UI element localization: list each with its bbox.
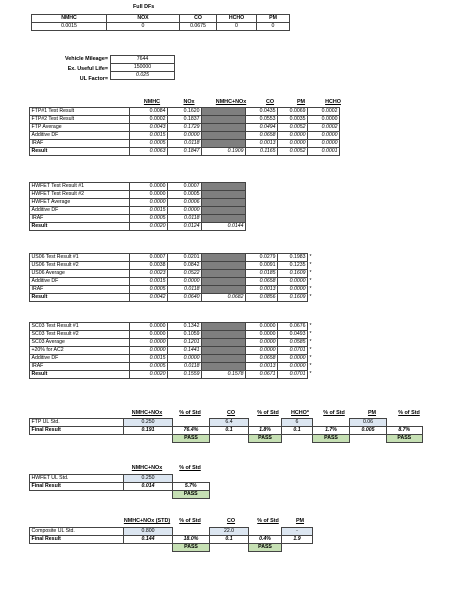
cell: 0.0000 (130, 331, 168, 339)
table-row (30, 148, 340, 156)
cell: 0.0005 (130, 215, 168, 223)
cell: 5.7% (173, 483, 210, 491)
cell: 0.0000 (168, 355, 202, 363)
asterisk: * (309, 262, 312, 269)
table-row (30, 491, 210, 499)
cell: 0.0063 (130, 148, 168, 156)
cell (387, 419, 423, 427)
cell (202, 124, 246, 132)
cell: 8.7% (387, 427, 423, 435)
cell (202, 215, 246, 223)
cell: 0.0000 (246, 323, 278, 331)
cell (202, 140, 246, 148)
table-row (30, 371, 318, 379)
hwfet-sum-hdr: NMHC+NOx (131, 465, 163, 471)
asterisk: * (309, 254, 312, 261)
cell: 0.0856 (246, 294, 278, 302)
row-label: Result (30, 294, 130, 302)
cell: 0.0023 (130, 270, 168, 278)
cell: 0.0069 (278, 108, 308, 116)
cell: 0.0084 (130, 108, 168, 116)
cell: 0.014 (124, 483, 173, 491)
row-label: Additive DF (30, 207, 130, 215)
vehicle-table (110, 55, 175, 80)
row-label: Additive DF (30, 278, 130, 286)
pass-badge: PASS (173, 435, 210, 443)
cell: 0.0675 (180, 23, 217, 31)
cell: 0.1578 (202, 371, 246, 379)
cell: 0.0091 (246, 262, 278, 270)
cell: 1.8% (249, 427, 282, 435)
hwfet-summary-table (29, 474, 210, 499)
ftp-sum-hdr: % of Std (323, 410, 345, 416)
cell: 0.06 (350, 419, 387, 427)
cell (173, 528, 210, 536)
row-label: IRAF (30, 286, 130, 294)
cell: 0.0002 (308, 124, 340, 132)
sc03-table (29, 322, 318, 379)
cell: 0.0000 (246, 339, 278, 347)
asterisk: * (309, 286, 312, 293)
comp-sum-hdr: CO (226, 518, 236, 524)
cell: 0.1729 (168, 124, 202, 132)
cell: 0.0020 (130, 223, 168, 231)
cell: 0.1235 (278, 262, 308, 270)
col-header: NMHC (32, 15, 107, 23)
asterisk: * (309, 371, 312, 378)
cell: 0.0842 (168, 262, 202, 270)
cell: 0.0052 (278, 124, 308, 132)
table-row (30, 427, 423, 435)
table-row (30, 339, 318, 347)
cell: 0.0000 (168, 207, 202, 215)
pass-badge: PASS (173, 491, 210, 499)
cell: 0.0185 (246, 270, 278, 278)
cell: 0.0005 (130, 363, 168, 371)
table-row (30, 294, 318, 302)
cell: 22.0 (210, 528, 249, 536)
cell: 6 (282, 419, 313, 427)
hdr-nox: NOx (183, 99, 195, 105)
cell: 0.0013 (246, 286, 278, 294)
cell: 0.0124 (168, 223, 202, 231)
asterisk: * (309, 278, 312, 285)
ftp-sum-hdr: CO (226, 410, 236, 416)
row-label: SC03 Test Result #2 (30, 331, 130, 339)
cell: 0.250 (124, 419, 173, 427)
table-row (30, 223, 246, 231)
cell: 0.0000 (130, 191, 168, 199)
cell: 76.4% (173, 427, 210, 435)
row-label: US06 Average (30, 270, 130, 278)
table-row (30, 419, 423, 427)
pass-badge: PASS (173, 544, 210, 552)
full-dfs-table (31, 14, 290, 31)
cell (202, 363, 246, 371)
ftp-table (29, 107, 340, 156)
row-label: Final Result (30, 427, 124, 435)
table-row (30, 207, 246, 215)
cell: 0.0000 (130, 323, 168, 331)
cell: 0.0201 (168, 254, 202, 262)
table-row (30, 132, 340, 140)
ftp-sum-hdr: NMHC+NOx (131, 410, 163, 416)
cell: 0.0013 (246, 140, 278, 148)
cell (202, 262, 246, 270)
row-label: Additive DF (30, 355, 130, 363)
cell: 0.0701 (278, 371, 308, 379)
table-row (30, 191, 246, 199)
cell: 0.0000 (278, 355, 308, 363)
cell: 0.0020 (130, 371, 168, 379)
cell: 0.0701 (278, 347, 308, 355)
cell: 0.0000 (278, 278, 308, 286)
table-row (30, 331, 318, 339)
cell: 0.1847 (168, 148, 202, 156)
comp-sum-hdr: % of Std (179, 518, 201, 524)
mileage-value: 7644 (111, 56, 175, 64)
ul-factor-value: 0.025 (111, 72, 175, 80)
cell: 0.0000 (130, 183, 168, 191)
table-row (30, 323, 318, 331)
cell: 6.4 (210, 419, 249, 427)
cell (202, 116, 246, 124)
us06-table (29, 253, 318, 302)
cell: 0.0118 (168, 140, 202, 148)
row-label: HWFET Test Result #2 (30, 191, 130, 199)
row-label: IRAF (30, 215, 130, 223)
cell: 0.0585 (278, 339, 308, 347)
cell: 0.1609 (278, 294, 308, 302)
row-label: Result (30, 371, 130, 379)
cell: 0.0052 (278, 148, 308, 156)
cell: 0.191 (124, 427, 173, 435)
cell: 0.250 (124, 475, 173, 483)
table-row (30, 363, 318, 371)
comp-sum-hdr: PM (295, 518, 305, 524)
cell: 0.1837 (168, 116, 202, 124)
table-row (30, 435, 423, 443)
hdr-pm: PM (296, 99, 306, 105)
row-label: IRAF (30, 363, 130, 371)
cell: 0.0522 (168, 270, 202, 278)
cell: 0.800 (124, 528, 173, 536)
asterisk: * (309, 339, 312, 346)
cell: 0.0035 (278, 116, 308, 124)
cell: 0.0144 (202, 223, 246, 231)
cell: 0.0000 (278, 132, 308, 140)
cell: 0.0002 (308, 108, 340, 116)
asterisk: * (309, 323, 312, 330)
hwfet-sum-hdr: % of Std (179, 465, 201, 471)
cell: 0.0118 (168, 363, 202, 371)
row-label: US06 Test Result #2 (30, 262, 130, 270)
row-label: HWFET UL Std. (30, 475, 124, 483)
asterisk: * (309, 363, 312, 370)
table-row (30, 536, 313, 544)
table-row (30, 116, 340, 124)
row-label: SC03 Test Result #1 (30, 323, 130, 331)
cell: 0.144 (124, 536, 173, 544)
asterisk: * (309, 347, 312, 354)
table-row (30, 140, 340, 148)
pass-badge: PASS (249, 435, 282, 443)
cell: 0.0000 (308, 132, 340, 140)
cell: 0.0671 (246, 371, 278, 379)
cell: 0.0007 (130, 254, 168, 262)
cell (202, 254, 246, 262)
row-label: HWFET Average (30, 199, 130, 207)
full-dfs-title: Full DFs (133, 4, 155, 10)
cell: 0.0435 (246, 108, 278, 116)
cell: 0.1609 (278, 270, 308, 278)
row-label: Additive DF (30, 132, 130, 140)
cell: 0 (257, 23, 290, 31)
cell: 0.0015 (130, 355, 168, 363)
cell: 0.1559 (168, 371, 202, 379)
row-label: FTP UL Std. (30, 419, 124, 427)
cell: 0.0658 (246, 355, 278, 363)
row-label: FTP Average (30, 124, 130, 132)
cell: 0.1342 (168, 323, 202, 331)
asterisk: * (309, 294, 312, 301)
cell: 0.0005 (168, 191, 202, 199)
cell: 0.1620 (168, 108, 202, 116)
cell: 0.0676 (278, 323, 308, 331)
cell (202, 191, 246, 199)
ftp-sum-hdr: HCHO* (291, 410, 309, 416)
cell: 0.0005 (130, 286, 168, 294)
cell: 0.0000 (278, 363, 308, 371)
row-label: Result (30, 223, 130, 231)
composite-summary-table (29, 527, 313, 552)
row-label: FTP#1 Test Result (30, 108, 130, 116)
cell: 0.0013 (246, 363, 278, 371)
cell: 0.0000 (278, 140, 308, 148)
pass-badge: PASS (313, 435, 350, 443)
cell: 0.0001 (308, 148, 340, 156)
cell: 0.0118 (168, 215, 202, 223)
row-label: US06 Test Result #1 (30, 254, 130, 262)
cell (313, 419, 350, 427)
cell: 0.005 (350, 427, 387, 435)
cell: 1.7% (313, 427, 350, 435)
col-header: PM (257, 15, 290, 23)
row-label: Result (30, 148, 130, 156)
table-row (30, 199, 246, 207)
cell (202, 270, 246, 278)
table-row (30, 262, 318, 270)
col-header: HCHO (217, 15, 257, 23)
ftp-sum-hdr: % of Std (179, 410, 201, 416)
ftp-sum-hdr: % of Std (398, 410, 420, 416)
ul-factor-label: UL Factor= (79, 76, 108, 82)
row-label: Final Result (30, 483, 124, 491)
row-label: +20% for AC2 (30, 347, 130, 355)
ftp-summary-table (29, 418, 423, 443)
table-row (30, 183, 246, 191)
cell: 0.0000 (308, 116, 340, 124)
cell (202, 199, 246, 207)
hdr-nmhc-nox: NMHC+NOx (215, 99, 247, 105)
cell: 0.0015 (130, 207, 168, 215)
cell (202, 323, 246, 331)
cell: 0.0000 (130, 347, 168, 355)
cell: 0.1 (282, 427, 313, 435)
cell: 0.1 (210, 536, 249, 544)
hdr-nmhc: NMHC (143, 99, 161, 105)
comp-sum-hdr: % of Std (257, 518, 279, 524)
cell: 0.0015 (32, 23, 107, 31)
life-label: Ex. Useful Life= (67, 66, 108, 72)
table-row (30, 355, 318, 363)
cell (202, 286, 246, 294)
cell: 0.0000 (168, 132, 202, 140)
table-row (30, 544, 313, 552)
cell: 0.0493 (278, 331, 308, 339)
cell: 0.4% (249, 536, 282, 544)
cell: 0.0553 (246, 116, 278, 124)
cell: 0.0006 (168, 199, 202, 207)
row-label: HWFET Test Result #1 (30, 183, 130, 191)
cell: 0.0005 (130, 140, 168, 148)
table-row (30, 483, 210, 491)
cell: 0 (107, 23, 180, 31)
cell: 0.0043 (130, 124, 168, 132)
cell (202, 207, 246, 215)
hdr-co: CO (265, 99, 275, 105)
cell: 1.9 (282, 536, 313, 544)
cell (202, 347, 246, 355)
comp-sum-hdr: NMHC+NOx (STD) (123, 518, 171, 524)
asterisk: * (309, 355, 312, 362)
cell: 0 (217, 23, 257, 31)
cell: 0.0000 (130, 199, 168, 207)
cell: 18.0% (173, 536, 210, 544)
row-label: Composite UL Std. (30, 528, 124, 536)
table-row (30, 347, 318, 355)
pass-badge: PASS (249, 544, 282, 552)
cell: 0.0007 (168, 183, 202, 191)
ftp-sum-hdr: % of Std (257, 410, 279, 416)
cell (202, 183, 246, 191)
cell: 0.1441 (168, 347, 202, 355)
cell: 0.0658 (246, 278, 278, 286)
table-row (30, 270, 318, 278)
table-row (30, 278, 318, 286)
cell: 0.0000 (246, 331, 278, 339)
cell: 0.1909 (202, 148, 246, 156)
cell: 0.0279 (246, 254, 278, 262)
row-label: FTP#2 Test Result (30, 116, 130, 124)
ftp-sum-hdr: PM (367, 410, 377, 416)
cell: 0.0494 (246, 124, 278, 132)
cell: 0.1983 (278, 254, 308, 262)
row-label: Final Result (30, 536, 124, 544)
cell (202, 108, 246, 116)
col-header: CO (180, 15, 217, 23)
cell: 0.0038 (130, 262, 168, 270)
cell (249, 419, 282, 427)
cell: 0.0015 (130, 278, 168, 286)
cell (202, 339, 246, 347)
cell: 0.0000 (278, 286, 308, 294)
asterisk: * (309, 270, 312, 277)
cell: 0.0015 (130, 132, 168, 140)
cell: - (282, 528, 313, 536)
cell: 0.1201 (168, 339, 202, 347)
cell: 0.0640 (168, 294, 202, 302)
table-row (30, 124, 340, 132)
mileage-label: Vehicle Mileage= (65, 56, 108, 62)
cell (249, 528, 282, 536)
asterisk: * (309, 331, 312, 338)
cell: 0.0042 (130, 294, 168, 302)
cell: 0.0658 (246, 132, 278, 140)
col-header: NOX (107, 15, 180, 23)
table-row (30, 215, 246, 223)
table-row (30, 475, 210, 483)
cell: 0.1165 (246, 148, 278, 156)
cell: 0.0682 (202, 294, 246, 302)
cell (202, 355, 246, 363)
hdr-hcho: HCHO (325, 99, 341, 105)
cell: 0.0002 (130, 116, 168, 124)
pass-badge: PASS (387, 435, 423, 443)
table-row (30, 528, 313, 536)
table-row (30, 286, 318, 294)
row-label: IRAF (30, 140, 130, 148)
hwfet-table (29, 182, 246, 231)
cell: 0.0000 (246, 347, 278, 355)
table-row (30, 254, 318, 262)
cell: 0.0000 (168, 278, 202, 286)
cell (202, 278, 246, 286)
row-label: SC03 Average (30, 339, 130, 347)
cell (173, 419, 210, 427)
cell (202, 132, 246, 140)
cell: 0.1 (210, 427, 249, 435)
cell: 0.0000 (130, 339, 168, 347)
cell: 0.0118 (168, 286, 202, 294)
life-value: 150000 (111, 64, 175, 72)
table-row (30, 108, 340, 116)
cell: 0.0000 (308, 140, 340, 148)
cell: 0.1059 (168, 331, 202, 339)
cell (202, 331, 246, 339)
